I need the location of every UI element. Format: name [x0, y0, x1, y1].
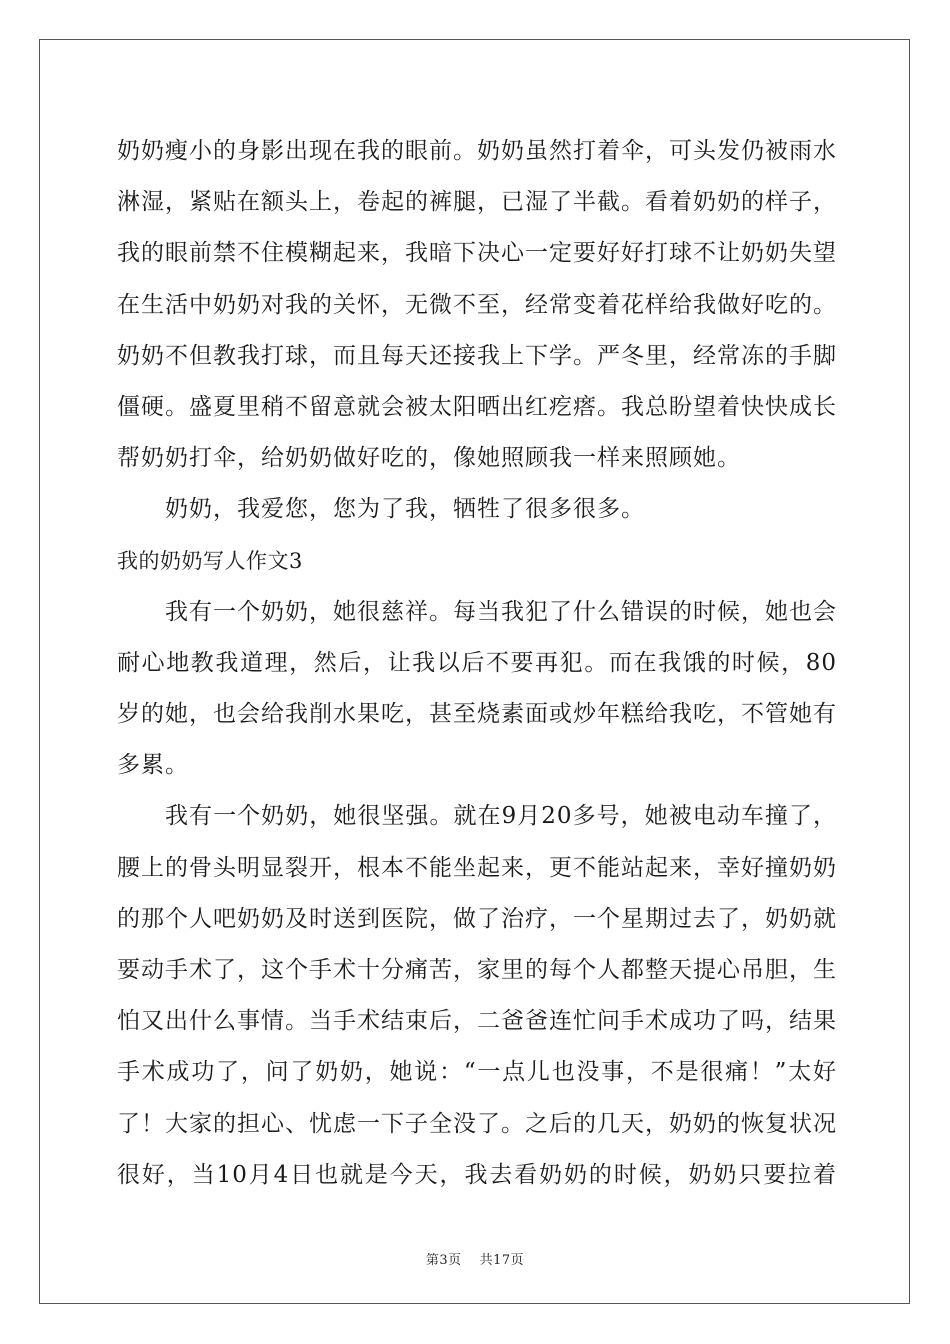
text-line: 奶奶瘦小的身影出现在我的眼前。奶奶虽然打着伞，可头发仍被雨水 [117, 138, 837, 164]
page-number: 第3页 [425, 1253, 462, 1268]
text-line: 要动手术了，这个手术十分痛苦，家里的每个人都整天提心吊胆，生 [117, 957, 837, 983]
section-heading: 我的奶奶写人作文3 [117, 548, 303, 573]
page-total: 共17页 [479, 1253, 525, 1268]
text-line: 了！大家的担心、忧虑一下子全没了。之后的几天，奶奶的恢复状况 [117, 1110, 837, 1137]
paragraph-line: 奶奶，我爱您，您为了我，牺牲了很多很多。 [165, 496, 645, 523]
page-footer [0, 1249, 950, 1268]
text-line: 岁的她，也会给我削水果吃，甚至烧素面或炒年糕给我吃，不管她有 [117, 701, 837, 728]
text-line: 僵硬。盛夏里稍不留意就会被太阳晒出红疙瘩。我总盼望着快快成长 [117, 393, 837, 420]
text-line: 怕又出什么事情。当手术结束后，二爸爸连忙问手术成功了吗，结果 [117, 1008, 837, 1035]
text-line: 淋湿，紧贴在额头上，卷起的裤腿，已湿了半截。看着奶奶的样子， [117, 189, 837, 216]
text-line: 腰上的骨头明显裂开，根本不能坐起来，更不能站起来，幸好撞奶奶 [117, 854, 837, 881]
text-line: 奶奶不但教我打球，而且每天还接我上下学。严冬里，经常冻的手脚 [117, 342, 837, 369]
text-line: 我的眼前禁不住模糊起来，我暗下决心一定要好好打球不让奶奶失望 [117, 240, 837, 267]
text-line: 多累。 [117, 752, 189, 779]
text-line: 帮奶奶打伞，给奶奶做好吃的，像她照顾我一样来照顾她。 [117, 445, 741, 472]
paragraph-line: 我有一个奶奶，她很慈祥。每当我犯了什么错误的时候，她也会 [165, 598, 837, 625]
text-line: 在生活中奶奶对我的关怀，无微不至，经常变着花样给我做好吃的。 [117, 291, 837, 318]
text-line: 很好，当10月4日也就是今天，我去看奶奶的时候，奶奶只要拉着 [117, 1161, 837, 1188]
paragraph-line: 我有一个奶奶，她很坚强。就在9月20多号，她被电动车撞了， [165, 803, 837, 830]
text-line: 手术成功了，问了奶奶，她说：“一点儿也没事，不是很痛！”太好 [117, 1059, 837, 1086]
text-line: 耐心地教我道理，然后，让我以后不要再犯。而在我饿的时候，80 [117, 649, 837, 676]
document-body [117, 126, 837, 1201]
text-line: 的那个人吧奶奶及时送到医院，做了治疗，一个星期过去了，奶奶就 [117, 905, 837, 932]
